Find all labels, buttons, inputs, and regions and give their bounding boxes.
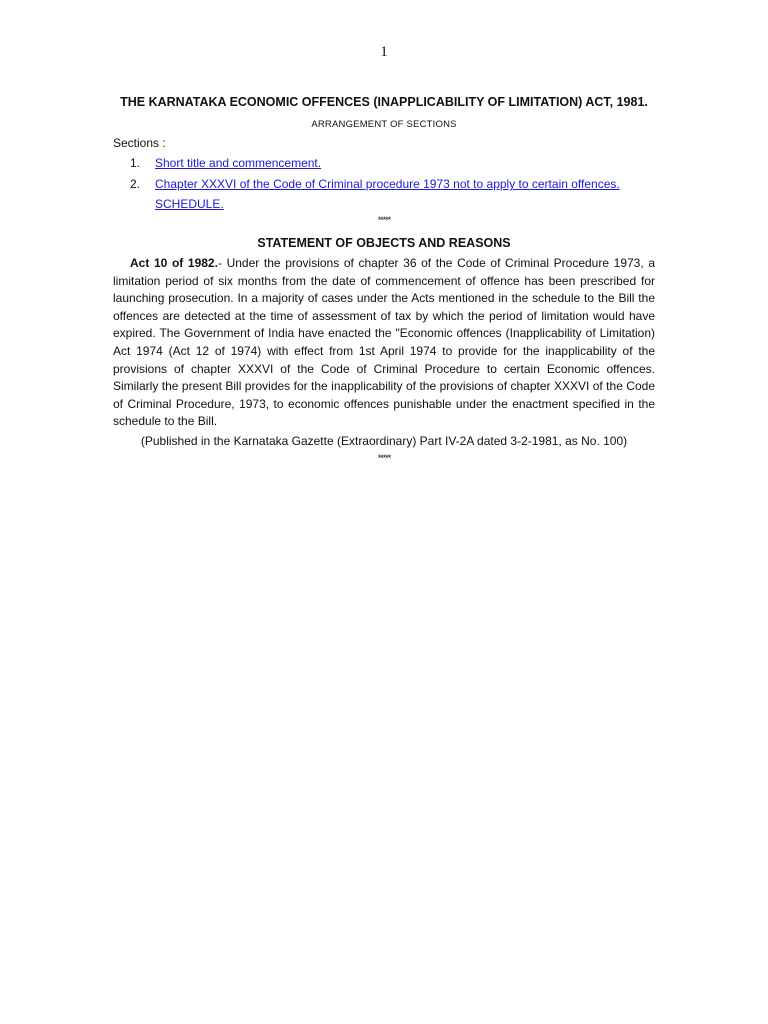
section-link-chapter-xxxvi[interactable]: Chapter XXXVI of the Code of Criminal procedure 1973 not to apply to certain offences. xyxy=(155,177,620,191)
separator-stars-bottom: ***** xyxy=(377,453,391,463)
section-item-1 xyxy=(130,156,321,170)
section-number: 1. xyxy=(130,156,141,170)
section-link-schedule[interactable]: SCHEDULE. xyxy=(155,197,224,211)
statement-heading: STATEMENT OF OBJECTS AND REASONS xyxy=(257,236,511,250)
section-item-schedule xyxy=(130,197,224,211)
document-title: THE KARNATAKA ECONOMIC OFFENCES (INAPPLICABILITY OF LIMITATION) ACT, 1981. xyxy=(120,95,648,109)
sections-label: Sections : xyxy=(113,136,166,150)
published-note: (Published in the Karnataka Gazette (Extraordinary) Part IV-2A dated 3-2-1981, as No. 100) xyxy=(140,434,628,448)
section-item-2 xyxy=(130,177,620,191)
section-link-short-title[interactable]: Short title and commencement. xyxy=(155,156,322,170)
arrangement-heading: ARRANGEMENT OF SECTIONS xyxy=(311,119,457,130)
separator-stars: ***** xyxy=(377,215,391,225)
section-number: 2. xyxy=(130,177,141,191)
page-number: 1 xyxy=(380,44,388,60)
act-reference: Act 10 of 1982. xyxy=(130,256,218,270)
statement-paragraph xyxy=(113,255,655,431)
statement-text: - Under the provisions of chapter 36 of the Code of Criminal Procedure 1973, a limitation period of six months from the date of commencement of offence has been prescribed for launching prosecution. In a majority of cases under the Acts mentioned in the schedule to the Bill the offences are detected at the time of assessment of tax by which the period of limitation would have expired. The Government of India have enacted the "Economic offences (Inapplicability of Limitation) Act 1974 (Act 12 of 1974) with effect from 1st April 1974 to provide for the inapplicability of the provisions of chapter XXXVI of the Code of Criminal Procedure to certain Economic offences. Similarly the present Bill provides for the inapplicability of the provisions of chapter XXXVI of the Code of Criminal Procedure, 1973, to economic offences punishable under the enactment specified in the schedule to the Bill. xyxy=(113,256,655,429)
